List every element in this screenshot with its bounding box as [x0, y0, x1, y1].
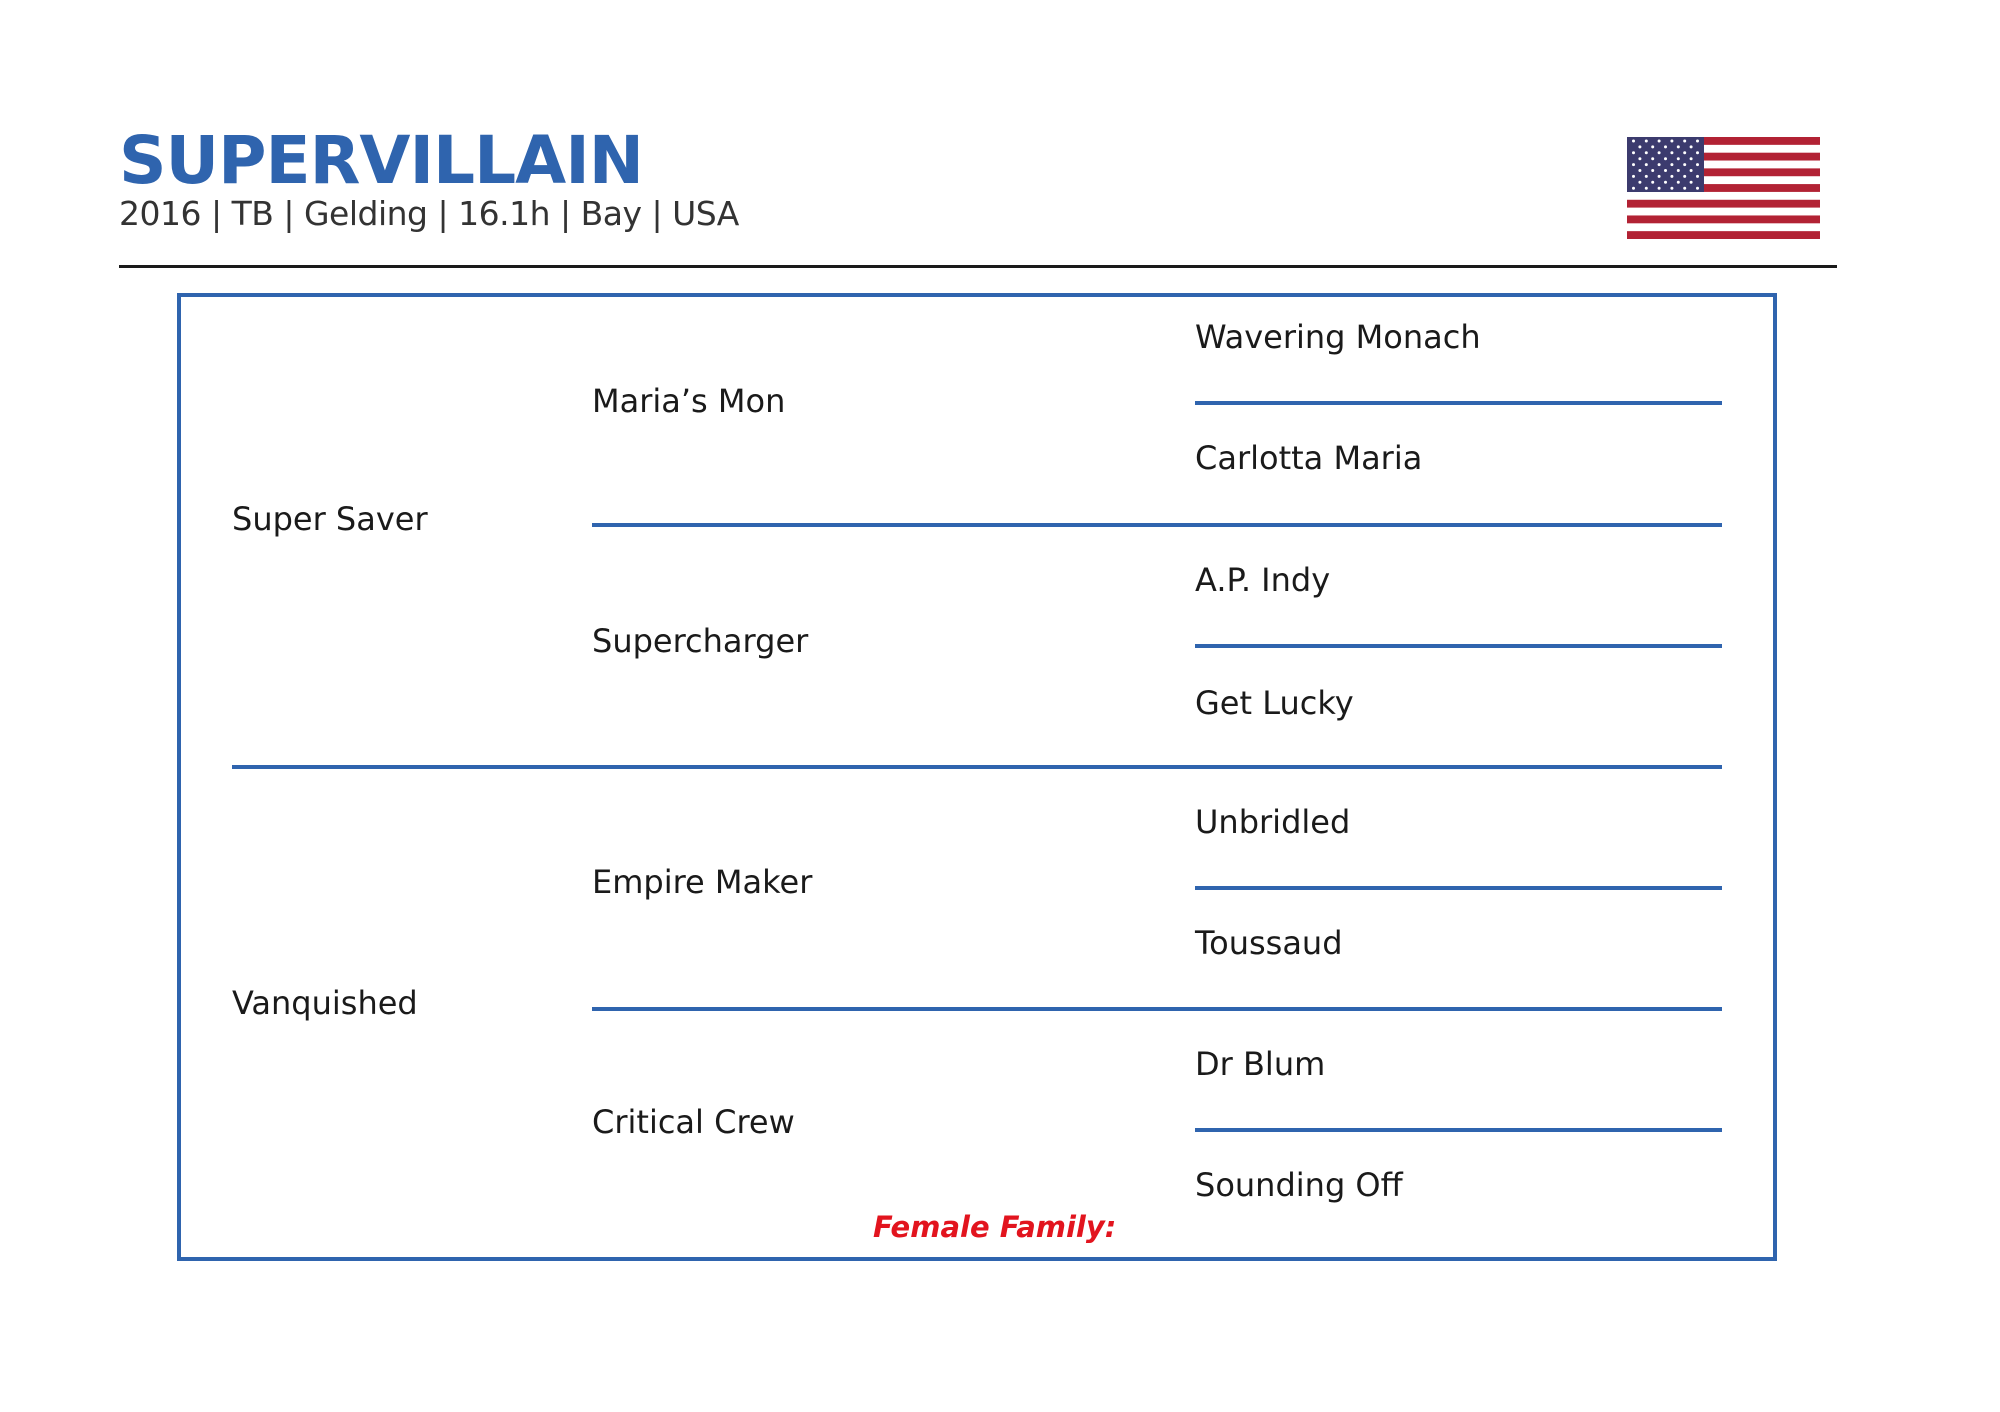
gen3-divider — [1195, 644, 1722, 648]
lower-gen2-divider — [592, 1007, 1722, 1011]
great-grandparent-name: Toussaud — [1195, 924, 1343, 962]
great-grandparent-name: Dr Blum — [1195, 1045, 1326, 1083]
sire-dam-name: Supercharger — [592, 622, 809, 660]
upper-gen2-divider — [592, 523, 1722, 527]
sire-dam-divider — [232, 765, 1722, 769]
great-grandparent-name: A.P. Indy — [1195, 561, 1331, 599]
dam-sire-name: Empire Maker — [592, 863, 813, 901]
female-family-label: Female Family: — [873, 1210, 1117, 1244]
sire-name: Super Saver — [232, 500, 428, 538]
horse-name-title: SUPERVILLAIN — [119, 122, 644, 199]
sire-sire-name: Maria’s Mon — [592, 382, 786, 420]
great-grandparent-name: Unbridled — [1195, 803, 1351, 841]
horse-details: 2016 | TB | Gelding | 16.1h | Bay | USA — [119, 194, 739, 233]
pedigree-chart — [177, 293, 1777, 1261]
great-grandparent-name: Sounding Off — [1195, 1166, 1403, 1204]
great-grandparent-name: Get Lucky — [1195, 684, 1354, 722]
gen3-divider — [1195, 886, 1722, 890]
great-grandparent-name: Carlotta Maria — [1195, 439, 1423, 477]
gen3-divider — [1195, 401, 1722, 405]
dam-name: Vanquished — [232, 984, 418, 1022]
header-divider — [119, 265, 1837, 268]
great-grandparent-name: Wavering Monach — [1195, 318, 1481, 356]
us-flag-icon — [1627, 137, 1820, 239]
gen3-divider — [1195, 1128, 1722, 1132]
dam-dam-name: Critical Crew — [592, 1103, 795, 1141]
